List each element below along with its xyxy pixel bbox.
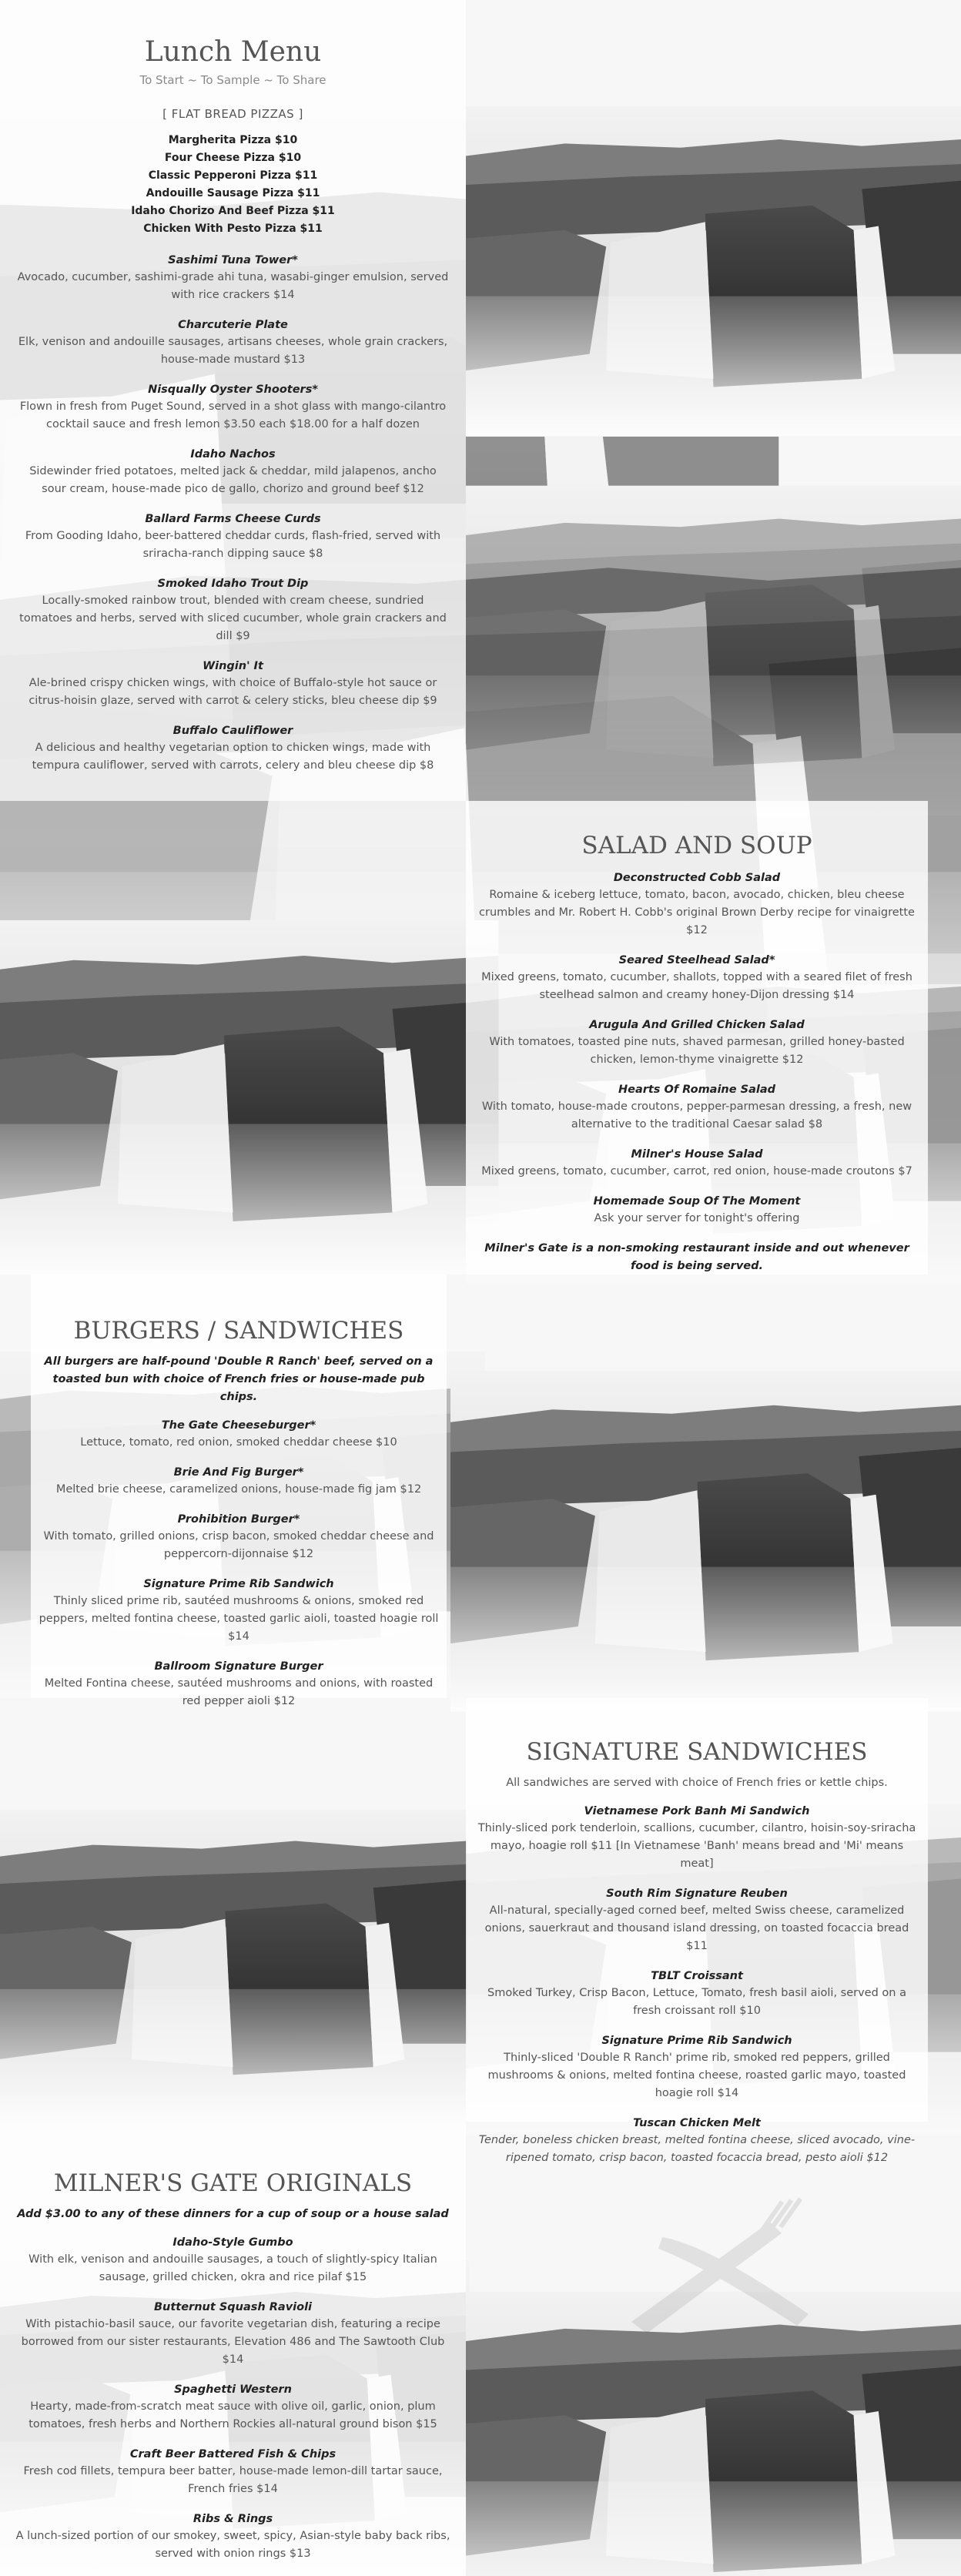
menu-item-description: With tomato, house-made croutons, pepper-parmesan dressing, a fresh, new alternative to the traditional Caesar salad $8 xyxy=(481,1100,912,1131)
menu-item-description: With elk, venison and andouille sausages, a touch of slightly-spicy Italian sausage, grilled chicken, okra and rice pilaf $15 xyxy=(28,2253,437,2284)
originals-section xyxy=(0,2122,961,2576)
menu-item-name: The Gate Cheeseburger* xyxy=(161,1419,316,1432)
menu-item-description: Fresh cod fillets, tempura beer batter, house-made lemon-dill tartar sauce, French fries $14 xyxy=(23,2465,443,2496)
menu-item-description: With tomatoes, toasted pine nuts, shaved parmesan, grilled honey-basted chicken, lemon-thyme vinaigrette $12 xyxy=(489,1036,905,1067)
menu-item xyxy=(11,2511,455,2563)
burgers-menu-panel xyxy=(31,1275,447,1708)
menu-item-name: Arugula And Grilled Chicken Salad xyxy=(589,1019,805,1032)
menu-item-description: A lunch-sized portion of our smokey, sweet, spicy, Asian-style baby back ribs, served with onion rings $13 xyxy=(15,2530,450,2561)
menu-item-name: Wingin' It xyxy=(203,660,263,673)
menu-item-description: From Gooding Idaho, beer-battered cheddar curds, flash-fried, served with sriracha-ranch dipping sauce $8 xyxy=(25,530,441,561)
menu-item-description: Locally-smoked rainbow trout, blended with cream cheese, sundried tomatoes and herbs, served with sliced cucumber, whole grain crackers and dill $9 xyxy=(19,595,447,643)
menu-item-description: Lettuce, tomato, red onion, smoked cheddar cheese $10 xyxy=(80,1436,397,1449)
menu-item-name: Signature Prime Rib Sandwich xyxy=(601,2035,792,2048)
menu-item xyxy=(39,1576,439,1646)
menu-item xyxy=(477,1081,917,1134)
menu-item-name: Vietnamese Pork Banh Mi Sandwich xyxy=(584,1805,810,1818)
menu-item-name: Seared Steelhead Salad* xyxy=(618,954,775,967)
menu-item-description: Ale-brined crispy chicken wings, with choice of Buffalo-style hot sauce or citrus-hoisin glaze, served with carrot & celery sticks, bleu cheese dip $9 xyxy=(28,677,437,708)
menu-item-description: Hearty, made-from-scratch meat sauce with olive oil, garlic, onion, plum tomatoes, fresh herbs and Northern Rockies all-natural ground bison $15 xyxy=(28,2400,437,2431)
menu-item xyxy=(477,2032,917,2102)
waterfall-photo xyxy=(450,1400,961,1683)
menu-item-name: Butternut Squash Ravioli xyxy=(153,2301,313,2314)
lunch-menu-panel xyxy=(0,0,466,801)
menu-item-description: Romaine & iceberg lettuce, tomato, bacon, avocado, chicken, bleu cheese crumbles and Mr. Robert H. Cobb's original Brown Derby recipe for vinaigrette $12 xyxy=(479,889,915,937)
menu-item xyxy=(39,1417,439,1452)
menu-item-name: Ribs & Rings xyxy=(193,2513,273,2526)
menu-item-description: With tomato, grilled onions, crisp bacon, smoked cheddar cheese and peppercorn-dijonnaise $12 xyxy=(43,1530,434,1561)
menu-item xyxy=(11,2381,455,2434)
menu-item xyxy=(477,952,917,1004)
section-title: BURGERS / SANDWICHES xyxy=(73,1317,404,1345)
menu-item-name: TBLT Croissant xyxy=(651,1970,743,1983)
menu-item-description: Melted brie cheese, caramelized onions, house-made fig jam $12 xyxy=(55,1483,422,1496)
menu-item-description: Mixed greens, tomato, cucumber, shallots, topped with a seared filet of fresh steelhead salmon and creamy honey-Dijon dressing $14 xyxy=(481,971,912,1002)
menu-item-name: Buffalo Cauliflower xyxy=(172,725,293,738)
menu-item-description: Ask your server for tonight's offering xyxy=(594,1212,800,1225)
category-label: [ FLAT BREAD PIZZAS ] xyxy=(162,107,303,122)
menu-item xyxy=(477,1803,917,1873)
page-title: Lunch Menu xyxy=(144,36,322,68)
menu-item-name: Classic Pepperoni Pizza $11 xyxy=(148,169,318,183)
menu-item xyxy=(17,722,449,775)
menu-item-name: Signature Prime Rib Sandwich xyxy=(143,1578,334,1591)
waterfall-photo xyxy=(0,1810,466,2122)
signature-section xyxy=(0,1698,961,2165)
menu-item-description: Melted Fontina cheese, sautéed mushrooms and onions, with roasted red pepper aioli $12 xyxy=(44,1677,434,1708)
menu-item xyxy=(477,1885,917,1955)
menu-item-name: Idaho-Style Gumbo xyxy=(172,2236,293,2249)
menu-item-name: Milner's House Salad xyxy=(631,1148,763,1161)
menu-item-name: Sashimi Tuna Tower* xyxy=(168,254,298,267)
section-title: SIGNATURE SANDWICHES xyxy=(526,1738,868,1766)
menu-item-name: Idaho Chorizo And Beef Pizza $11 xyxy=(131,205,335,218)
section-intro: All sandwiches are served with choice of French fries or kettle chips. xyxy=(506,1777,888,1790)
menu-item-name: Charcuterie Plate xyxy=(178,319,288,332)
menu-item-name: Nisqually Oyster Shooters* xyxy=(148,384,318,397)
menu-item-description: Sidewinder fried potatoes, melted jack & cheddar, mild jalapenos, ancho sour cream, house-made pico de gallo, chorizo and ground beef $12 xyxy=(29,465,437,496)
signature-menu-panel xyxy=(466,1698,928,2165)
section-title: SALAD AND SOUP xyxy=(581,832,812,859)
menu-item-description: Thinly sliced prime rib, sautéed mushrooms & onions, smoked red peppers, melted fontina cheese, toasted garlic aioli, toasted hoagie roll $14 xyxy=(39,1595,439,1643)
menu-item xyxy=(477,1146,917,1181)
waterfall-photo xyxy=(466,2337,961,2576)
menu-item-name: South Rim Signature Reuben xyxy=(606,1888,788,1901)
menu-item-name: Deconstructed Cobb Salad xyxy=(613,872,781,885)
menu-item-name: Craft Beer Battered Fish & Chips xyxy=(129,2448,337,2461)
menu-item xyxy=(17,658,449,710)
menu-item xyxy=(11,2446,455,2498)
pizza-list xyxy=(17,132,449,238)
menu-item xyxy=(11,2234,455,2286)
salad-section xyxy=(0,801,961,1275)
menu-item-name: Ballroom Signature Burger xyxy=(154,1660,323,1673)
menu-item-description: Thinly-sliced pork tenderloin, scallions, cucumber, cilantro, hoisin-soy-sriracha mayo, hoagie roll $11 [In Vietnamese 'Banh' means bread and 'Mi' means meat] xyxy=(477,1822,916,1871)
menu-item-name: Smoked Idaho Trout Dip xyxy=(157,578,309,591)
menu-item-name: Brie And Fig Burger* xyxy=(173,1466,304,1479)
menu-item-name: Andouille Sausage Pizza $11 xyxy=(146,187,320,200)
menu-item-description: Thinly-sliced 'Double R Ranch' prime rib, smoked red peppers, grilled mushrooms & onions, melted fontina cheese, roasted garlic mayo, toasted hoagie roll $14 xyxy=(487,2052,906,2100)
waterfall-photo xyxy=(466,119,961,424)
section-intro: Add $3.00 to any of these dinners for a cup of soup or a house salad xyxy=(17,2208,449,2221)
menu-item xyxy=(17,511,449,563)
menu-item xyxy=(477,1968,917,2020)
menu-item-description: Mixed greens, tomato, cucumber, carrot, red onion, house-made croutons $7 xyxy=(481,1165,912,1178)
menu-item-description: Tender, boneless chicken breast, melted fontina cheese, sliced avocado, vine-ripened tomato, crisp bacon, toasted focaccia bread, pesto aioli $12 xyxy=(478,2134,916,2165)
section-intro: All burgers are half-pound 'Double R Ranch' beef, served on a toasted bun with choice of French fries or house-made pub chips. xyxy=(44,1355,434,1404)
burgers-section xyxy=(0,1275,961,1708)
menu-item xyxy=(39,1511,439,1563)
menu-item xyxy=(17,575,449,645)
menu-item-name: Chicken With Pesto Pizza $11 xyxy=(143,223,323,236)
menu-item-description: Elk, venison and andouille sausages, artisans cheeses, whole grain crackers, house-made mustard $13 xyxy=(18,336,448,367)
menu-item xyxy=(17,317,449,369)
originals-menu-panel xyxy=(0,2122,466,2576)
waterfall-photo xyxy=(0,920,466,1275)
non-smoking-note: Milner's Gate is a non-smoking restaurant inside and out whenever food is being served. xyxy=(484,1242,909,1273)
menu-item-description: All-natural, specially-aged corned beef, melted Swiss cheese, caramelized onions, sauerkraut and thousand island dressing, on toasted focaccia bread $11 xyxy=(484,1904,909,1953)
menu-item-name: Tuscan Chicken Melt xyxy=(633,2117,761,2130)
menu-item-name: Idaho Nachos xyxy=(190,448,276,461)
menu-item-name: Prohibition Burger* xyxy=(177,1513,300,1526)
menu-item-name: Spaghetti Western xyxy=(174,2383,292,2397)
menu-item-name: Homemade Soup Of The Moment xyxy=(593,1195,801,1208)
menu-item xyxy=(477,869,917,940)
salad-menu-panel xyxy=(466,801,928,1275)
menu-item-name: Margherita Pizza $10 xyxy=(168,134,298,147)
menu-item-description: Avocado, cucumber, sashimi-grade ahi tuna, wasabi-ginger emulsion, served with rice crackers $14 xyxy=(17,271,449,302)
menu-item xyxy=(11,2299,455,2369)
menu-item-description: With pistachio-basil sauce, our favorite vegetarian dish, featuring a recipe borrowed from our sister restaurants, Elevation 486 and The Sawtooth Club $14 xyxy=(21,2318,445,2367)
menu-item xyxy=(17,446,449,498)
menu-item-name: Hearts Of Romaine Salad xyxy=(618,1084,776,1097)
fork-knife-icon xyxy=(616,2191,832,2337)
menu-item-description: A delicious and healthy vegetarian option to chicken wings, made with tempura cauliflower, served with carrots, celery and bleu cheese dip $8 xyxy=(32,742,434,772)
menu-item-name: Four Cheese Pizza $10 xyxy=(164,152,302,165)
menu-item-description: Flown in fresh from Puget Sound, served in a shot glass with mango-cilantro cocktail sauce and fresh lemon $3.50 each $18.00 for a half dozen xyxy=(19,400,447,431)
menu-item xyxy=(17,381,449,434)
menu-item xyxy=(477,1193,917,1228)
menu-item xyxy=(17,252,449,304)
menu-item-name: Ballard Farms Cheese Curds xyxy=(145,513,321,526)
menu-item xyxy=(39,1464,439,1499)
menu-item xyxy=(477,1017,917,1069)
page-subtitle: To Start ~ To Sample ~ To Share xyxy=(139,73,326,88)
menu-item-description: Smoked Turkey, Crisp Bacon, Lettuce, Tomato, fresh basil aioli, served on a fresh croissant roll $10 xyxy=(487,1987,906,2018)
lunch-section xyxy=(0,0,961,847)
section-title: MILNER'S GATE ORIGINALS xyxy=(53,2169,413,2197)
